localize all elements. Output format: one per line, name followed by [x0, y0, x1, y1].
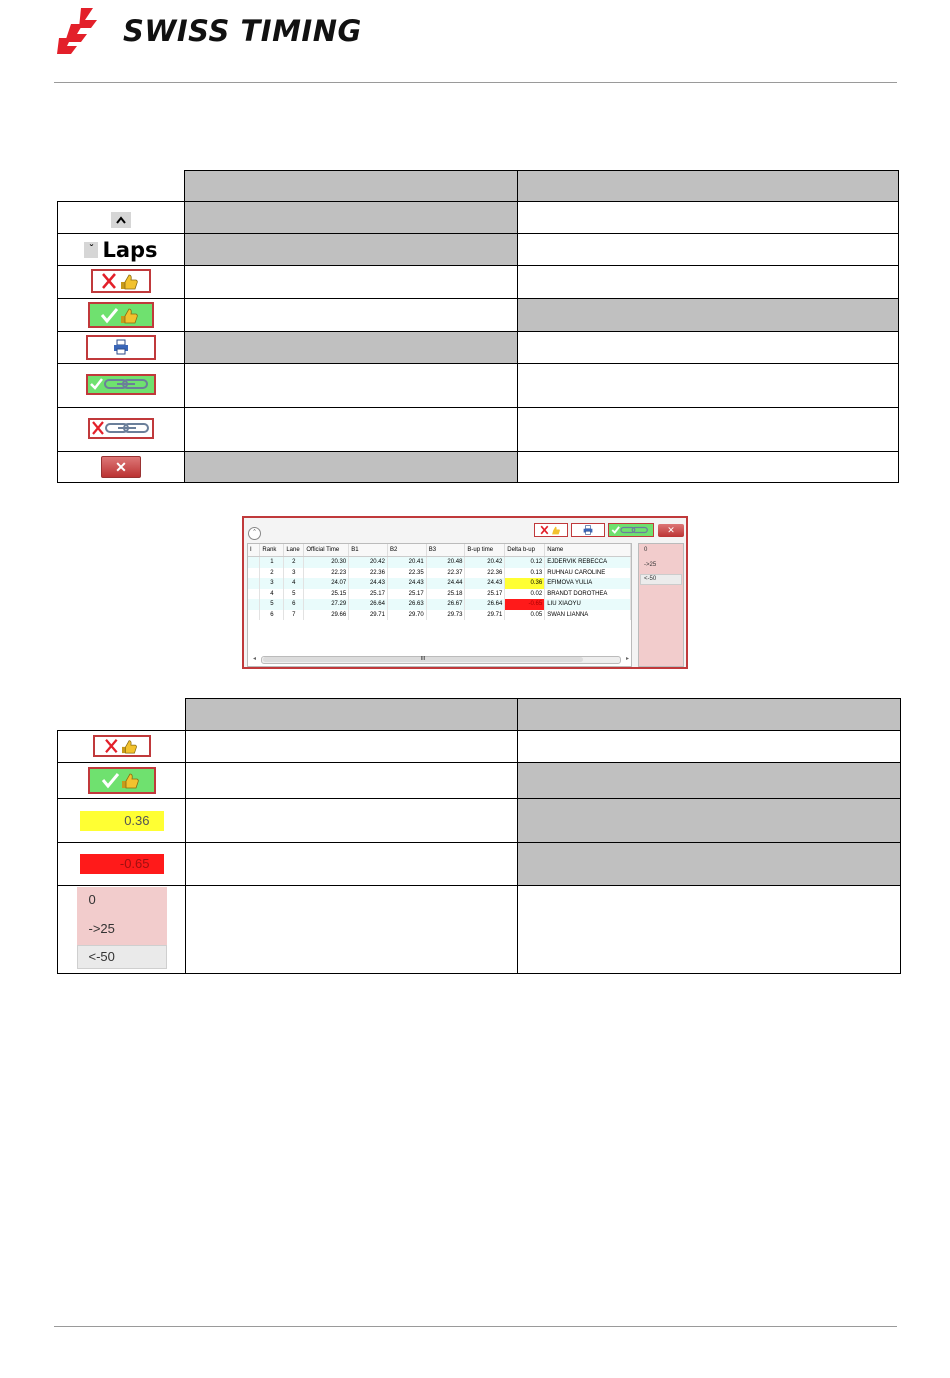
column-header[interactable]: B2: [387, 544, 426, 557]
table-cell: [248, 599, 260, 610]
table-header-row: [58, 699, 901, 731]
laps-toggle[interactable]: [84, 238, 157, 262]
laps-label: Laps: [102, 237, 158, 262]
print-button[interactable]: [86, 335, 156, 360]
link-connected-button[interactable]: [608, 523, 654, 537]
table-row: [58, 364, 899, 408]
table-cell: 24.43: [465, 578, 505, 589]
print-button[interactable]: [571, 523, 605, 537]
accept-button[interactable]: [88, 767, 156, 794]
delta-negative-highlight: -0.65: [80, 854, 164, 874]
filter-item[interactable]: ->25: [644, 562, 657, 568]
table-cell: -0.65: [505, 599, 545, 610]
table-row[interactable]: [248, 568, 631, 579]
chevron-down-icon: ˇ: [84, 242, 98, 258]
table-header-row: [58, 171, 899, 202]
column-header[interactable]: B3: [426, 544, 465, 557]
table-cell: 22.37: [426, 568, 465, 579]
link-broken-icon: [91, 420, 151, 436]
table-cell: 27.29: [304, 599, 349, 610]
scroll-left-icon[interactable]: ◂: [253, 656, 257, 662]
print-icon: [583, 525, 593, 535]
filter-item[interactable]: ->25: [88, 920, 115, 936]
table-row: [58, 843, 901, 886]
table-cell: [248, 568, 260, 579]
print-icon: [113, 339, 129, 355]
table-cell: EFIMOVA YULIA: [545, 578, 631, 589]
reject-thumb-icon: [99, 272, 143, 290]
link-connected-icon: [611, 525, 651, 535]
brand-name: SWISS TIMING: [123, 14, 362, 48]
column-header[interactable]: Delta b-up: [505, 544, 545, 557]
reject-thumb-icon: [539, 525, 563, 535]
table-cell: 3: [260, 578, 284, 589]
column-header[interactable]: Name: [545, 544, 631, 557]
accept-button[interactable]: [88, 302, 154, 328]
table-cell: 26.63: [387, 599, 426, 610]
filter-item[interactable]: <-50: [644, 576, 657, 582]
link-broken-button[interactable]: [88, 418, 154, 439]
table-cell: 24.43: [349, 578, 388, 589]
table-cell: RUHNAU CAROLINE: [545, 568, 631, 579]
column-header[interactable]: Official Time: [304, 544, 349, 557]
table-cell: 29.70: [387, 610, 426, 621]
table-cell: 1: [260, 557, 284, 568]
table-row: [58, 799, 901, 843]
table-cell: 4: [284, 578, 304, 589]
table-row: [58, 266, 899, 299]
table-cell: 4: [260, 589, 284, 600]
column-header[interactable]: Rank: [260, 544, 284, 557]
link-connected-button[interactable]: [86, 374, 156, 395]
table-row: [58, 408, 899, 452]
table-cell: [248, 578, 260, 589]
table-cell: 0.36: [505, 578, 545, 589]
table-cell: 26.64: [465, 599, 505, 610]
table-cell: 2: [260, 568, 284, 579]
table-cell: [248, 610, 260, 621]
table-cell: 0.05: [505, 610, 545, 621]
results-header-row: [248, 544, 631, 557]
close-icon[interactable]: ✕: [101, 456, 141, 478]
link-connected-icon: [89, 376, 153, 392]
filter-item[interactable]: 0: [644, 547, 648, 553]
table-row: [58, 234, 899, 266]
column-header[interactable]: Lane: [284, 544, 304, 557]
table-cell: BRANDT DOROTHEA: [545, 589, 631, 600]
table-cell: 24.44: [426, 578, 465, 589]
table-cell: SWAN LIANNA: [545, 610, 631, 621]
table-cell: 5: [260, 599, 284, 610]
table-cell: 20.30: [304, 557, 349, 568]
reject-button[interactable]: [534, 523, 568, 537]
chevron-up-icon[interactable]: [111, 212, 131, 228]
table-cell: 20.42: [465, 557, 505, 568]
footer-divider: [54, 1326, 897, 1327]
table-row: [58, 332, 899, 364]
table-cell: LIU XIAOYU: [545, 599, 631, 610]
column-header[interactable]: B1: [349, 544, 388, 557]
swiss-timing-logo: [57, 6, 417, 58]
reject-thumb-icon: [102, 738, 142, 754]
table-cell: [248, 589, 260, 600]
table-cell: 20.48: [426, 557, 465, 568]
table-row: [58, 731, 901, 763]
table-cell: EJDERVIK REBECCA: [545, 557, 631, 568]
table-cell: 20.41: [387, 557, 426, 568]
table-cell: 6: [260, 610, 284, 621]
header-divider: [54, 82, 897, 83]
filter-item[interactable]: 0: [88, 891, 96, 907]
table-cell: 22.35: [387, 568, 426, 579]
table-cell: 0.12: [505, 557, 545, 568]
table-row[interactable]: [248, 589, 631, 600]
table-cell: 26.64: [349, 599, 388, 610]
horizontal-scrollbar[interactable]: [253, 655, 629, 663]
filter-panel: [638, 543, 684, 667]
table-row: [58, 763, 901, 799]
table-row[interactable]: [248, 557, 631, 568]
table-row: [58, 202, 899, 234]
table-cell: [248, 557, 260, 568]
accept-thumb-icon: [99, 306, 143, 324]
collapse-chevron-icon[interactable]: ˆ: [248, 527, 261, 540]
swiss-timing-logo-mark-icon: [57, 6, 121, 58]
column-header[interactable]: B-up time: [465, 544, 505, 557]
table-cell: 29.71: [465, 610, 505, 621]
table-cell: 29.66: [304, 610, 349, 621]
scroll-thumb[interactable]: III: [263, 657, 583, 662]
results-table: [248, 544, 631, 620]
reject-button[interactable]: [91, 269, 151, 293]
table-row[interactable]: [248, 578, 631, 589]
table-cell: 24.43: [387, 578, 426, 589]
table-cell: 22.36: [465, 568, 505, 579]
table-cell: 6: [284, 599, 304, 610]
table-cell: 25.18: [426, 589, 465, 600]
table-cell: 20.42: [349, 557, 388, 568]
reject-button[interactable]: [93, 735, 151, 757]
close-icon[interactable]: ✕: [658, 524, 684, 537]
accept-thumb-icon: [100, 771, 144, 789]
table-cell: 25.15: [304, 589, 349, 600]
table-cell: 29.73: [426, 610, 465, 621]
table-cell: 26.67: [426, 599, 465, 610]
table-row: [58, 299, 899, 332]
results-grid: [247, 543, 632, 667]
table-cell: 25.17: [465, 589, 505, 600]
table-cell: 0.02: [505, 589, 545, 600]
table-row: [58, 452, 899, 483]
table-cell: 7: [284, 610, 304, 621]
highlight-legend-table: [57, 698, 901, 974]
table-cell: 5: [284, 589, 304, 600]
table-cell: 2: [284, 557, 304, 568]
table-cell: 3: [284, 568, 304, 579]
column-header[interactable]: I: [248, 544, 260, 557]
table-cell: 22.36: [349, 568, 388, 579]
results-window: [242, 516, 688, 669]
table-row[interactable]: [248, 610, 631, 621]
delta-positive-highlight: 0.36: [80, 811, 164, 831]
table-cell: 0.13: [505, 568, 545, 579]
filter-item[interactable]: <-50: [88, 948, 115, 964]
filter-list: [77, 887, 167, 968]
table-cell: 25.17: [349, 589, 388, 600]
table-cell: 25.17: [387, 589, 426, 600]
table-cell: 22.23: [304, 568, 349, 579]
icon-legend-table: [57, 170, 899, 483]
table-row[interactable]: [248, 599, 631, 610]
table-cell: 24.07: [304, 578, 349, 589]
scroll-right-icon[interactable]: ▸: [625, 656, 629, 662]
table-cell: 29.71: [349, 610, 388, 621]
table-row: [58, 886, 901, 974]
